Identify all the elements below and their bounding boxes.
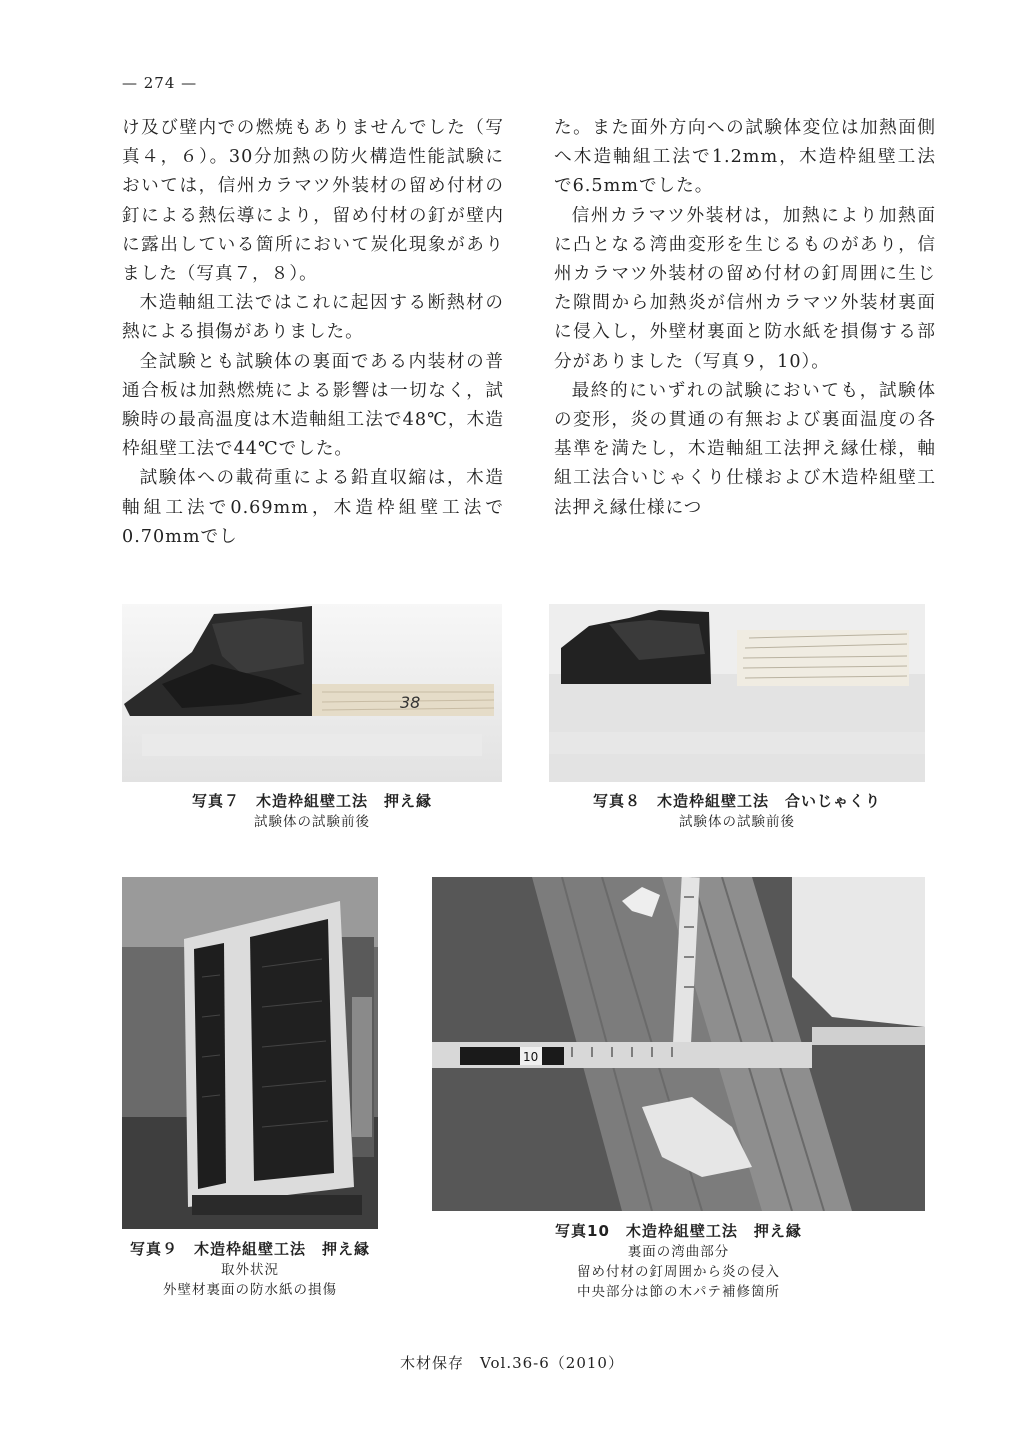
paragraph: 全試験とも試験体の裏面である内装材の普通合板は加熱燃焼による影響は一切なく，試験時の最高温度は木造軸組工法で48℃，木造枠組壁工法で44℃でした。 bbox=[122, 351, 504, 460]
right-text-column bbox=[554, 114, 936, 523]
caption-line: 試験体の試験前後 bbox=[679, 814, 795, 830]
photo-7 bbox=[122, 604, 502, 782]
photo-10-caption bbox=[522, 1220, 835, 1302]
left-text-column bbox=[122, 114, 504, 552]
caption-title: 写真10 木造枠組壁工法 押え縁 bbox=[555, 1222, 802, 1240]
paragraph: 信州カラマツ外装材は，加熱により加熱面に凸となる湾曲変形を生じるものがあり，信州カラマツ外装材の留め付材の釘周囲に生じた隙間から加熱炎が信州カラマツ外装材裏面に侵入し，外壁材裏面と防水紙を損傷する部分がありました（写真９，10）。 bbox=[554, 205, 936, 372]
paragraph: け及び壁内での燃焼もありませんでした（写真４，６）。30分加熱の防火構造性能試験においては，信州カラマツ外装材の留め付材の釘による熱伝導により，留め付材の釘が壁内に露出している箇所において炭化現象がありました（写真７，８）。 bbox=[122, 118, 504, 285]
caption-title: 写真８ 木造枠組壁工法 合いじゃくり bbox=[592, 792, 881, 810]
photo-8-image bbox=[549, 604, 925, 782]
photo-10-image bbox=[432, 877, 925, 1211]
caption-line: 裏面の湾曲部分 bbox=[627, 1244, 730, 1260]
caption-line: 試験体の試験前後 bbox=[254, 814, 370, 830]
photo-9-image bbox=[122, 877, 378, 1229]
paragraph: た。また面外方向への試験体変位は加熱面側へ木造軸組工法で1.2mm，木造枠組壁工法で6.5mmでした。 bbox=[554, 118, 936, 197]
caption-line: 中央部分は節の木パテ補修箇所 bbox=[577, 1284, 780, 1300]
caption-line: 外壁材裏面の防水紙の損傷 bbox=[163, 1282, 337, 1298]
paragraph: 試験体への載荷重による鉛直収縮は，木造軸組工法で0.69mm，木造枠組壁工法で0.70mmでし bbox=[122, 468, 504, 547]
paragraph: 最終的にいずれの試験においても，試験体の変形，炎の貫通の有無および裏面温度の各基準を満たし，木造軸組工法押え縁仕様，軸組工法合いじゃくり仕様および木造枠組壁工法押え縁仕様につ bbox=[554, 380, 936, 518]
photo-8 bbox=[549, 604, 925, 782]
photo-7-image bbox=[122, 604, 502, 782]
ruler-digit: 10 bbox=[523, 1050, 539, 1064]
page-number: — 274 — bbox=[122, 74, 198, 92]
photo-9-caption bbox=[112, 1238, 388, 1300]
caption-title: 写真７ 木造枠組壁工法 押え縁 bbox=[191, 792, 432, 810]
caption-line: 留め付材の釘周囲から炎の侵入 bbox=[577, 1264, 780, 1280]
photo-9 bbox=[122, 877, 378, 1229]
photo-10 bbox=[432, 877, 925, 1211]
photo-8-caption bbox=[549, 790, 925, 832]
caption-title: 写真９ 木造枠組壁工法 押え縁 bbox=[129, 1240, 370, 1258]
paragraph: 木造軸組工法ではこれに起因する断熱材の熱による損傷がありました。 bbox=[122, 293, 504, 343]
journal-footer: 木材保存 Vol.36-6（2010） bbox=[400, 1354, 624, 1372]
sample-marker: 38 bbox=[400, 693, 421, 712]
caption-line: 取外状況 bbox=[221, 1262, 279, 1278]
photo-7-caption bbox=[122, 790, 502, 832]
